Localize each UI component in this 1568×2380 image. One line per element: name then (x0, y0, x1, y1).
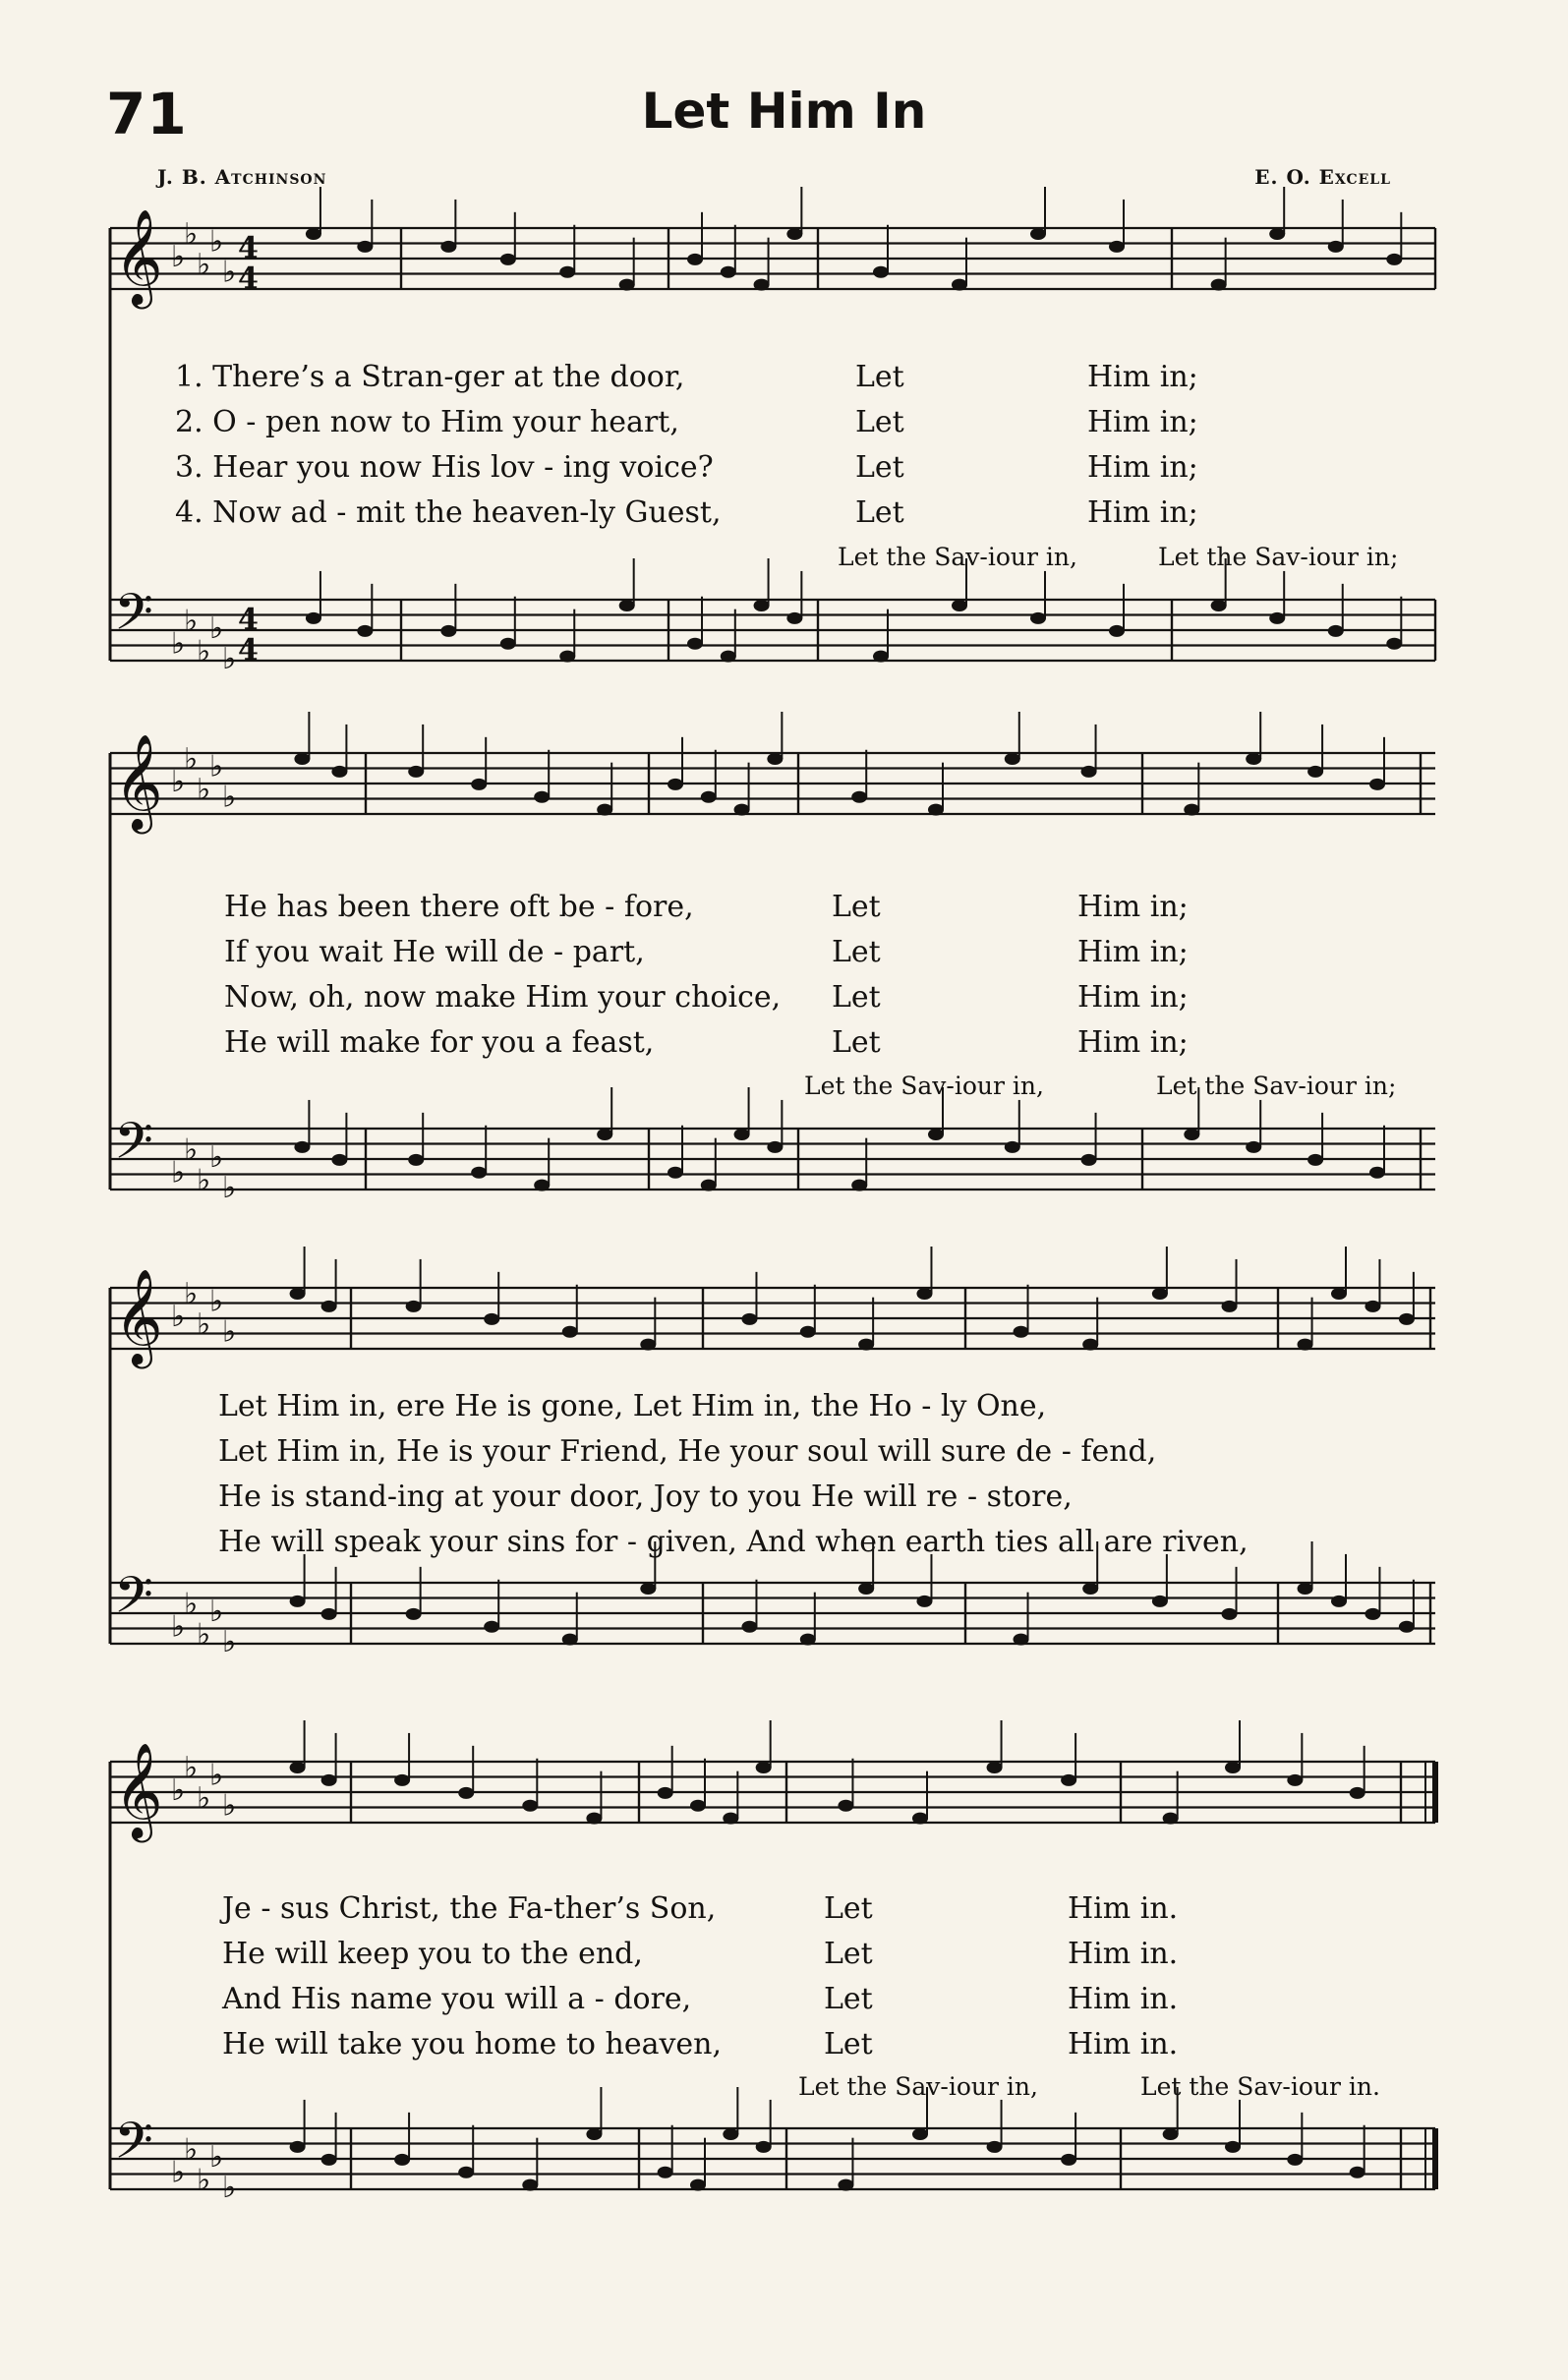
bass-clef-icon: 𝄢 (114, 2111, 153, 2182)
flat-icon: ♭ (171, 1300, 186, 1334)
lyric-line: Let Him in, He is your Friend, He your soul will sure de - fend, (218, 1434, 1157, 1469)
lyric-him-in: Him in. (1068, 1937, 1179, 1971)
refrain-label: Let the Sav-iour in, (804, 1072, 1044, 1100)
lyric-line (224, 890, 694, 924)
notehead (800, 1326, 816, 1338)
lyric-him-in: Him in; (1087, 405, 1198, 439)
notehead (321, 2154, 337, 2166)
notehead (928, 804, 944, 816)
notehead (1350, 2167, 1365, 2178)
notehead (668, 779, 683, 790)
flat-icon: ♭ (184, 604, 199, 639)
lyric-him-in: Him in. (1068, 1982, 1179, 2016)
notehead (306, 612, 321, 624)
notehead (440, 625, 456, 637)
notehead (1269, 612, 1285, 624)
notehead (734, 1129, 750, 1140)
notehead (723, 1813, 738, 1825)
lyric-line (175, 495, 722, 530)
notehead (290, 1762, 306, 1773)
notehead (721, 266, 736, 278)
notehead (321, 1301, 337, 1312)
notehead (1005, 753, 1020, 765)
time-signature-icon: 4 (238, 633, 259, 668)
notehead (1211, 600, 1227, 611)
lyricist-credit: J. B. Atchinson (157, 165, 327, 189)
notehead (1399, 1621, 1415, 1633)
lyric-let: Let (855, 405, 904, 439)
notehead (912, 1813, 928, 1825)
treble-clef-icon: 𝄞 (114, 208, 163, 305)
lyric-text: He has been there oft be - fore, (224, 890, 694, 924)
flat-icon: ♭ (184, 1132, 199, 1168)
lyric-text: 4. Now ad - mit the heaven-ly Guest, (175, 495, 722, 530)
notehead (741, 1621, 757, 1633)
flat-icon: ♭ (197, 1306, 211, 1342)
notehead (1307, 766, 1323, 778)
notehead (952, 279, 967, 291)
flat-icon: ♭ (171, 1609, 186, 1645)
notehead (1269, 228, 1285, 240)
notehead (1030, 612, 1046, 624)
notehead (1163, 1813, 1179, 1825)
treble-clef-icon: 𝄞 (114, 1742, 163, 1838)
lyric-line (222, 1937, 643, 1971)
lyric-text: Now, oh, now make Him your choice, (224, 980, 782, 1015)
notehead (357, 625, 373, 637)
notehead (1331, 1288, 1347, 1300)
flat-icon: ♭ (209, 1284, 224, 1319)
notehead (1225, 1762, 1241, 1773)
flat-icon: ♭ (197, 247, 211, 282)
notehead (562, 1634, 578, 1646)
notehead (928, 1129, 944, 1140)
notehead (1328, 241, 1344, 253)
composer-credit: E. O. Excell (1254, 165, 1391, 189)
flat-icon: ♭ (209, 1140, 224, 1175)
flat-icon: ♭ (209, 611, 224, 646)
flat-icon: ♭ (209, 749, 224, 784)
time-signature-icon: 4 (238, 231, 259, 265)
notehead (1298, 1339, 1313, 1351)
notehead (687, 638, 703, 650)
notehead (1287, 2154, 1303, 2166)
notehead (500, 254, 516, 265)
notehead (1152, 1288, 1168, 1300)
notehead (484, 1621, 499, 1633)
lyric-him-in: Him in. (1068, 1891, 1179, 1926)
flat-icon: ♭ (184, 216, 199, 252)
notehead (562, 1326, 578, 1338)
notehead (1081, 1154, 1097, 1166)
notehead (321, 1774, 337, 1786)
notehead (838, 2179, 853, 2191)
notehead (1082, 1339, 1098, 1351)
bass-clef-icon: 𝄢 (114, 1565, 153, 1637)
notehead (756, 1762, 772, 1773)
flat-icon: ♭ (171, 626, 186, 662)
time-signature-icon: 4 (238, 261, 259, 296)
flat-icon: ♭ (197, 1163, 211, 1198)
notehead (484, 1313, 499, 1325)
notehead (406, 1608, 422, 1620)
notehead (522, 1800, 538, 1812)
notehead (754, 279, 770, 291)
notehead (471, 779, 487, 790)
lyric-let: Let (824, 1891, 873, 1926)
lyric-text: Je - sus Christ, the Fa-ther’s Son, (222, 1891, 717, 1926)
notehead (640, 1583, 656, 1595)
flat-icon: ♭ (222, 1314, 237, 1350)
notehead (471, 1167, 487, 1179)
notehead (858, 1583, 874, 1595)
lyric-line (175, 450, 714, 485)
lyric-text: 1. There’s a Stran-ger at the door, (175, 360, 685, 394)
notehead (408, 766, 424, 778)
flat-icon: ♭ (222, 642, 237, 676)
notehead (440, 241, 456, 253)
notehead (1365, 1301, 1380, 1312)
flat-icon: ♭ (197, 772, 211, 807)
notehead (357, 241, 373, 253)
notehead (1386, 638, 1402, 650)
flat-icon: ♭ (222, 780, 237, 815)
notehead (586, 2128, 602, 2140)
notehead (786, 228, 802, 240)
lyric-text: 2. O - pen now to Him your heart, (175, 405, 679, 439)
flat-icon: ♭ (222, 255, 237, 290)
notehead (290, 2141, 306, 2153)
notehead (1246, 753, 1261, 765)
notehead (1109, 241, 1125, 253)
notehead (1399, 1313, 1415, 1325)
lyric-text: He will keep you to the end, (222, 1937, 643, 1971)
notehead (723, 2128, 738, 2140)
lyric-him-in: Him in; (1077, 980, 1189, 1015)
notehead (290, 1596, 306, 1607)
notehead (294, 753, 310, 765)
notehead (690, 2179, 706, 2191)
notehead (1082, 1583, 1098, 1595)
lyric-him-in: Him in; (1077, 890, 1189, 924)
notehead (458, 2167, 474, 2178)
flat-icon: ♭ (222, 1625, 237, 1659)
notehead (331, 1154, 347, 1166)
notehead (1369, 1167, 1385, 1179)
notehead (522, 2179, 538, 2191)
notehead (394, 2154, 410, 2166)
flat-icon: ♭ (171, 2155, 186, 2190)
notehead (873, 266, 889, 278)
notehead (534, 791, 550, 803)
notehead (1109, 625, 1125, 637)
lyric-line (222, 2027, 722, 2061)
flat-icon: ♭ (209, 224, 224, 260)
flat-icon: ♭ (209, 1595, 224, 1629)
flat-icon: ♭ (197, 2163, 211, 2198)
flat-icon: ♭ (197, 634, 211, 669)
lyric-line (224, 935, 645, 969)
notehead (658, 1787, 673, 1799)
notehead (1014, 1326, 1029, 1338)
lyric-him-in: Him in; (1087, 495, 1198, 530)
flat-icon: ♭ (184, 1587, 199, 1622)
treble-clef-icon: 𝄞 (114, 733, 163, 830)
notehead (1061, 2154, 1076, 2166)
notehead (1386, 254, 1402, 265)
notehead (687, 254, 703, 265)
refrain-label: Let the Sav-iour in; (1156, 1072, 1397, 1100)
flat-icon: ♭ (184, 2132, 199, 2168)
lyric-let: Let (824, 2027, 873, 2061)
notehead (1163, 2128, 1179, 2140)
notehead (754, 600, 770, 611)
notehead (534, 1180, 550, 1191)
lyric-him-in: Him in; (1087, 450, 1198, 485)
lyric-let: Let (855, 450, 904, 485)
notehead (306, 228, 321, 240)
time-signature-icon: 4 (238, 603, 259, 637)
notehead (586, 1813, 602, 1825)
bass-clef-icon: 𝄢 (114, 582, 153, 654)
flat-icon: ♭ (184, 1750, 199, 1785)
notehead (1287, 1774, 1303, 1786)
refrain-label: Let the Sav-iour in, (798, 2072, 1038, 2101)
lyric-him-in: Him in. (1068, 2027, 1179, 2061)
notehead (321, 1608, 337, 1620)
lyric-let: Let (855, 495, 904, 530)
notehead (1184, 1129, 1199, 1140)
notehead (800, 1634, 816, 1646)
notehead (406, 1301, 422, 1312)
notehead (458, 1787, 474, 1799)
flat-icon: ♭ (197, 1780, 211, 1816)
notehead (1331, 1596, 1347, 1607)
notehead (721, 651, 736, 663)
lyric-him-in: Him in; (1077, 1025, 1189, 1060)
notehead (767, 753, 783, 765)
notehead (1081, 766, 1097, 778)
flat-icon: ♭ (171, 765, 186, 799)
notehead (597, 1129, 612, 1140)
lyric-text: And His name you will a - dore, (222, 1982, 692, 2016)
notehead (1328, 625, 1344, 637)
notehead (1222, 1608, 1238, 1620)
lyric-line: He is stand-ing at your door, Joy to you He will re - store, (218, 1480, 1073, 1514)
notehead (987, 1762, 1003, 1773)
lyric-line (222, 1982, 691, 2016)
notehead (741, 1313, 757, 1325)
notehead (1005, 1141, 1020, 1153)
hymn-number: 71 (106, 81, 188, 147)
flat-icon: ♭ (171, 1155, 186, 1190)
notehead (734, 804, 750, 816)
notehead (1030, 228, 1046, 240)
notehead (1350, 1787, 1365, 1799)
notehead (1246, 1141, 1261, 1153)
notehead (559, 266, 575, 278)
bass-clef-icon: 𝄢 (114, 1111, 153, 1183)
notehead (838, 1800, 853, 1812)
notehead (1211, 279, 1227, 291)
lyric-text: He will take you home to heaven, (222, 2027, 723, 2061)
flat-icon: ♭ (222, 2171, 237, 2205)
notehead (756, 2141, 772, 2153)
notehead (658, 2167, 673, 2178)
lyric-him-in: Him in; (1087, 360, 1198, 394)
lyric-him-in: Him in; (1077, 935, 1189, 969)
hymn-title: Let Him In (641, 83, 927, 140)
lyric-let: Let (824, 1937, 873, 1971)
notehead (1298, 1583, 1313, 1595)
notehead (767, 1141, 783, 1153)
lyric-text: If you wait He will de - part, (224, 935, 645, 969)
flat-icon: ♭ (209, 2140, 224, 2175)
notehead (331, 766, 347, 778)
lyric-line (175, 405, 679, 439)
lyric-let: Let (832, 890, 881, 924)
notehead (1061, 1774, 1076, 1786)
notehead (290, 1288, 306, 1300)
notehead (851, 791, 867, 803)
notehead (1014, 1634, 1029, 1646)
lyric-let: Let (855, 360, 904, 394)
notehead (619, 279, 635, 291)
refrain-label: Let the Sav-iour in; (1158, 543, 1399, 571)
notehead (394, 1774, 410, 1786)
lyric-let: Let (824, 1982, 873, 2016)
flat-icon: ♭ (171, 1773, 186, 1808)
lyric-line (222, 1891, 716, 1926)
notehead (597, 804, 612, 816)
notehead (912, 2128, 928, 2140)
flat-icon: ♭ (184, 741, 199, 777)
lyric-line: He will speak your sins for - given, And when earth ties all are riven, (218, 1525, 1249, 1559)
notehead (668, 1167, 683, 1179)
notehead (1184, 804, 1199, 816)
notehead (500, 638, 516, 650)
notehead (701, 1180, 717, 1191)
notehead (916, 1288, 932, 1300)
flat-icon: ♭ (171, 240, 186, 274)
notehead (916, 1596, 932, 1607)
flat-icon: ♭ (184, 1276, 199, 1311)
refrain-label: Let the Sav-iour in, (838, 543, 1077, 571)
notehead (408, 1154, 424, 1166)
notehead (1225, 2141, 1241, 2153)
notehead (987, 2141, 1003, 2153)
notehead (640, 1339, 656, 1351)
flat-icon: ♭ (222, 1788, 237, 1824)
lyric-line (224, 980, 781, 1015)
notehead (1307, 1154, 1323, 1166)
notehead (873, 651, 889, 663)
lyric-let: Let (832, 935, 881, 969)
notehead (690, 1800, 706, 1812)
notehead (1222, 1301, 1238, 1312)
flat-icon: ♭ (197, 1617, 211, 1653)
treble-clef-icon: 𝄞 (114, 1268, 163, 1364)
notehead (1365, 1608, 1380, 1620)
flat-icon: ♭ (209, 1758, 224, 1793)
notehead (786, 612, 802, 624)
notehead (294, 1141, 310, 1153)
lyric-let: Let (832, 980, 881, 1015)
lyric-text: He will make for you a feast, (224, 1025, 655, 1060)
lyric-line (224, 1025, 654, 1060)
lyric-let: Let (832, 1025, 881, 1060)
lyric-line: Let Him in, ere He is gone, Let Him in, the Ho - ly One, (218, 1389, 1047, 1423)
lyric-text: 3. Hear you now His lov - ing voice? (175, 450, 714, 485)
notehead (851, 1180, 867, 1191)
notehead (619, 600, 635, 611)
notehead (701, 791, 717, 803)
notehead (1152, 1596, 1168, 1607)
lyric-line (175, 360, 684, 394)
notehead (559, 651, 575, 663)
notehead (858, 1339, 874, 1351)
refrain-label: Let the Sav-iour in. (1140, 2072, 1380, 2101)
flat-icon: ♭ (222, 1171, 237, 1205)
notehead (952, 600, 967, 611)
notehead (1369, 779, 1385, 790)
